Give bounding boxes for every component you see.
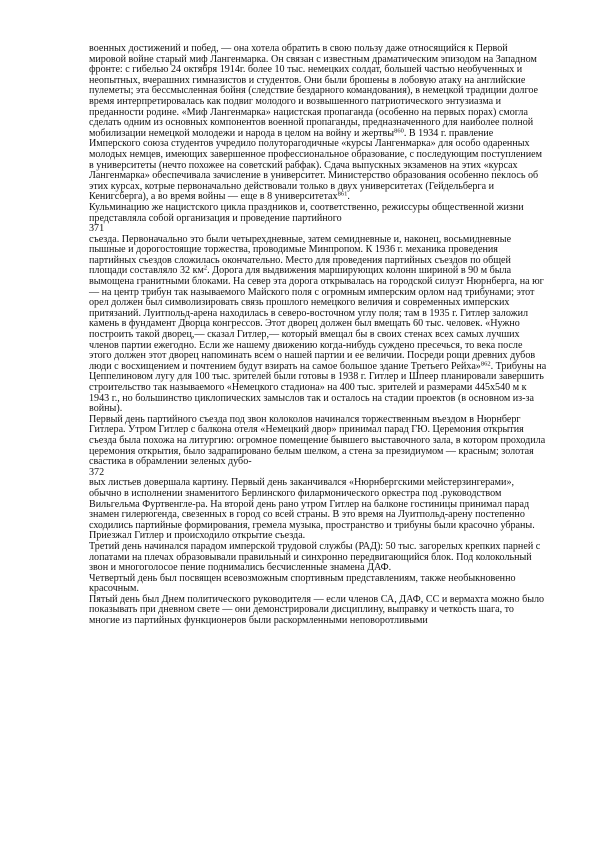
page-number: 371 (89, 223, 105, 235)
footnote-ref: 860 (394, 127, 404, 135)
paragraph: Третий день начинался парадом имперской трудовой службы (РАД): 50 тыс. загорелых крепких парней с лопатами на плечах образовывали правильный и синхронно передвигающийся блок. Под колокольный звон и многоголосое пение поднимались бесчисленные знамена ДАФ. (89, 540, 541, 574)
paragraph: военных достижений и побед, — она хотела обратить в свою пользу даже относящийся к Первой мировой войне старый миф Лангенмарка. Он связан с известным драматическим эпизодом на Западном фронте: с гибелью 24 октября 1914г. более 10 тыс. немецких солдат, большей частью необученных и неопытных, вчерашних гимназистов и студентов. Они были брошены в лобовую атаку на английские пулеметы; эта бессмысленная бойня (следствие бездарного командования), в немецкой традиции долгое время интерпретировалась как подвиг молодого и возвышенного патриотического энтузиазма и преданности родине. «Миф Лангенмарка» нацистская пропаганда (особенно на первых порах) смогла сделать одним из основных компонентов военной пропаганды, предназначенного для наиболее полной мобилизации немецкой молодежи и народа в целом на войну и жертвы$^{860}$. В 1934 г. правление Имперского союза студентов учредило полуторагодичные «курсы Лангенмарка» для особо одаренных молодых немцев, имеющих завершенное профессиональное образование, с последующим поступлением в университеты (нечто похожее на советский рабфак). Сдача выпускных экзаменов на этих «курсах Лангенмарка» обеспечивала зачисление в университет. Министерство образования особенно пеклось об этих курсах, котрые первоначально действовали только в двух университетах (Гейдельберга и Кенигсберга), а во время войны — еще в 8 университетах$^{861}$. (89, 43, 542, 203)
page-number: 372 (89, 466, 105, 478)
paragraph: съезда. Первоначально это были четырехдневные, затем семидневные и, наконец, восьмидневные пышные и дорогостоящие торжества, проводимые Минпропом. К 1936 г. механика проведения партийных съездов сложилась окончательно. Место для проведения партийных съездов по общей площади составляло 32 $км^2$. Дорога для выдвижения марширующих колонн шириной в 90 м была вымощена гранитными блоками. На север эта дорога открывалась на городской силуэт Нюрнберга, на юг — на центр трибун так называемого Майского поля с огромным имперским орлом над трибунами; этот орел должен был символизировать связь прошлого немецкого величия и современных имперских притязаний. Луитпольд-арена находилась в северо-восточном углу поля; там в 1935 г. Гитлер заложил камень в фундамент Дворца конгрессов. Этот дворец должен был вмещать 60 тыс. человек. «Нужно построить такой дворец,— сказал Гитлер,— который вмещал бы в своих стенах всех самых лучших членов партии ежегодно. Если же нашему движению когда-нибудь суждено пресечься, то века после этого должен этот дворец напоминать всем о нашей партии и ее величии. Посреди рощи древних дубов люди с восхищением и почтением будут взирать на самое большое здание Третьего Рейха»$^{862}$. Трибуны на Цеппелиновом лугу для 100 тыс. зрителей были готовы в 1938 г. Гитлер и Шпеер планировали завершить строительство так называемого «Немецкого стадиона» на 400 тыс. зрителей и размерами 445x540 м к 1943 г., но большинство циклопических замыслов так и осталось на стадии проектов (в основном из-за войны). (89, 233, 547, 415)
document-body (89, 44, 547, 627)
paragraph: Четвертый день был посвящен всевозможным спортивным представлениям, также необыкновенно красочным. (89, 572, 516, 595)
superscript: 2 (203, 264, 208, 272)
paragraph: Первый день партийного съезда под звон колоколов начинался торжественным въездом в Нюрнберг Гитлера. Утром Гитлер с балкона отеля «Немецкий двор» принимал парад ГЮ. Церемония открытия съезда была похожа на литургию: огромное помещение бывшего выставочного зала, в котором проходила церемония открытия, было задрапировано белым шелком, а стена за президиумом — красным; золотая свастика в обрамлении зеленых дубо- (89, 413, 546, 468)
paragraph: Пятый день был Днем политического руководителя — если членов СА, ДАФ, СС и вермахта можно было показывать при дневном свете — они демонстрировали дисциплину, выправку и четкость шага, то многие из партийных функционеров были раскормленными неповоротливыми (89, 593, 545, 627)
paragraph: Кульминацию же нацистского цикла праздников и, соответственно, режиссуры общественной жизни представляла собой организация и проведение партийного (89, 201, 524, 224)
paragraph: вых листьев довершала картину. Первый день заканчивался «Нюрнбергскими мейстерзингерами», обычно в исполнении знаменитого Берлинского филармонического оркестра под .руководством Вильгельма Фуртвенгле-ра. На второй день рано утром Гитлер на балконе гостиницы принимал парад знамен гилерюгенда, свезенных в город со всей страны. В это время на Луитпольд-арену постепенно сходились партийные формирования, гремела музыка, пространство и трибуны были красочно убраны. Приезжал Гитлер и происходило открытие съезда. (89, 477, 535, 542)
footnote-ref: 862 (480, 360, 491, 368)
footnote-ref: 861 (337, 190, 348, 198)
